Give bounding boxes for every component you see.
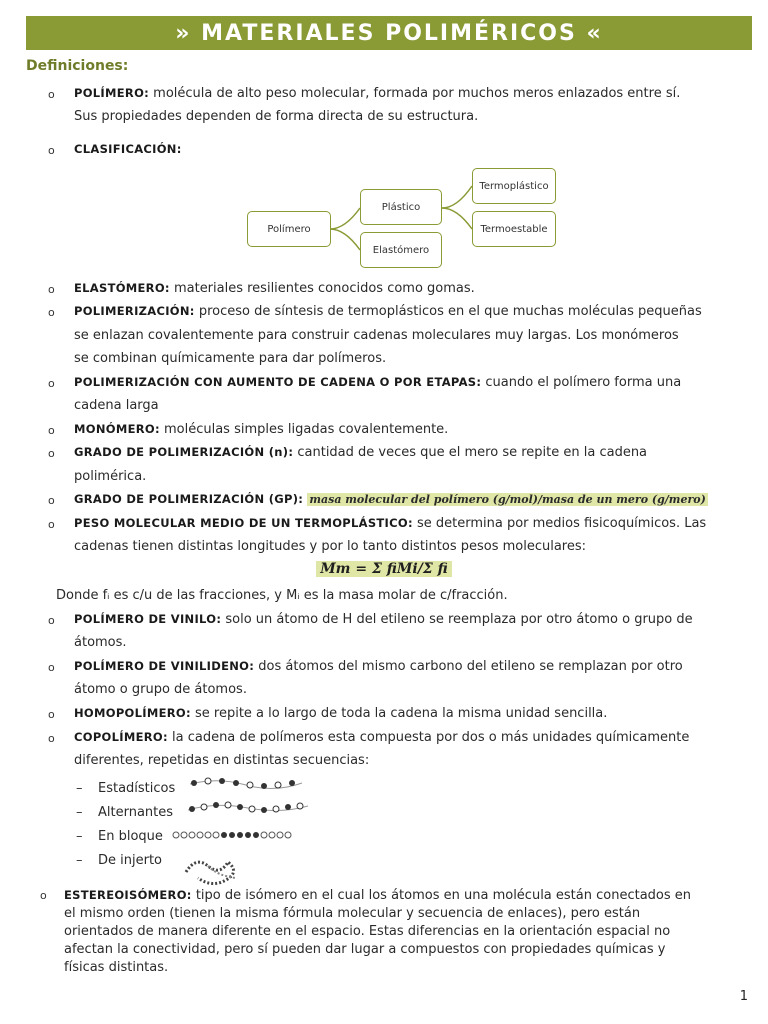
- bullet-icon: o: [48, 306, 55, 319]
- def-polimero: POLÍMERO: molécula de alto peso molecular, formada por muchos meros enlazados entre sí.: [74, 86, 681, 101]
- bullet-icon: o: [48, 144, 55, 157]
- bullet-icon: o: [48, 494, 55, 507]
- def-polimerizacion-cont: se enlazan covalentemente para construir cadenas moleculares muy largas. Los monómeros: [74, 328, 679, 343]
- term-elastomero: ELASTÓMERO:: [74, 281, 170, 295]
- def-vinilideno-cont: átomo o grupo de átomos.: [74, 682, 247, 697]
- def-polimerizacion-cadena: POLIMERIZACIÓN CON AUMENTO DE CADENA O POR ETAPAS: cuando el polímero forma una: [74, 375, 682, 390]
- term-estereoisomero: ESTEREOISÓMERO:: [64, 888, 192, 902]
- bullet-icon: o: [48, 424, 55, 437]
- section-heading: Definiciones:: [26, 58, 129, 74]
- def-monomero: MONÓMERO: moléculas simples ligadas covalentemente.: [74, 422, 449, 437]
- formula-explanation: Donde fᵢ es c/u de las fracciones, y Mᵢ es la masa molar de c/fracción.: [56, 588, 508, 603]
- def-grado-n-cont: polimérica.: [74, 469, 147, 484]
- dash-icon: –: [76, 781, 83, 796]
- term-polimero: POLÍMERO:: [74, 86, 150, 100]
- diagram-node-elastomero: Elastómero: [360, 232, 442, 268]
- def-polimerizacion: POLIMERIZACIÓN: proceso de síntesis de termoplásticos en el que muchas moléculas pequeñas: [74, 304, 702, 319]
- formula-mm-text: Mm = Σ fiMi/Σ fi: [316, 561, 452, 577]
- bullet-icon: o: [48, 732, 55, 745]
- diagram-node-termoestable: Termoestable: [472, 211, 556, 247]
- bullet-icon: o: [48, 377, 55, 390]
- page-title: » MATERIALES POLIMÉRICOS «: [175, 20, 603, 46]
- bullet-icon: o: [48, 614, 55, 627]
- term-peso-molecular: PESO MOLECULAR MEDIO DE UN TERMOPLÁSTICO:: [74, 516, 413, 530]
- def-vinilo: POLÍMERO DE VINILO: solo un átomo de H del etileno se reemplaza por otro átomo o grupo de: [74, 612, 693, 627]
- def-vinilideno: POLÍMERO DE VINILIDENO: dos átomos del mismo carbono del etileno se remplazan por otro: [74, 659, 683, 674]
- def-copolimero: COPOLÍMERO: la cadena de polímeros esta compuesta por dos o más unidades químicamente: [74, 730, 690, 745]
- term-monomero: MONÓMERO:: [74, 422, 160, 436]
- chain-bloque-icon: [172, 828, 292, 842]
- subtype-estadisticos: Estadísticos: [98, 781, 176, 796]
- chain-alternantes-icon: [186, 800, 310, 818]
- chain-injerto-icon: [182, 852, 246, 886]
- subtype-en-bloque: En bloque: [98, 829, 163, 844]
- def-estereoisomero: ESTEREOISÓMERO: tipo de isómero en el cual los átomos en una molécula están conectados en el mismo orden (tienen la misma fórmula molecular y secuencia de enlaces), pero están orientados de manera diferente en el espacio. Estas diferencias en la orientación espacial no afectan la conectividad, pero sí pueden dar lugar a compuestos con propiedades químicas y físicas distintas.: [64, 888, 692, 975]
- def-clasificacion: [74, 138, 182, 161]
- def-vinilo-cont: átomos.: [74, 635, 127, 650]
- formula-gp: masa molecular del polímero (g/mol)/masa de un mero (g/mero): [309, 493, 706, 506]
- term-polimerizacion: POLIMERIZACIÓN:: [74, 304, 195, 318]
- term-vinilideno: POLÍMERO DE VINILIDENO:: [74, 659, 255, 673]
- def-peso-molecular-cont: cadenas tienen distintas longitudes y por lo tanto distintos pesos moleculares:: [74, 539, 587, 554]
- def-grado-n: GRADO DE POLIMERIZACIÓN (n): cantidad de veces que el mero se repite en la cadena: [74, 445, 648, 460]
- def-polimerizacion-cont: se combinan químicamente para dar polímeros.: [74, 351, 387, 366]
- subtype-alternantes: Alternantes: [98, 805, 174, 820]
- def-elastomero: ELASTÓMERO: materiales resilientes conocidos como gomas.: [74, 281, 475, 296]
- bullet-icon: o: [48, 283, 55, 296]
- dash-icon: –: [76, 805, 83, 820]
- def-polimero-cont: Sus propiedades dependen de forma directa de su estructura.: [74, 109, 479, 124]
- term-grado-n: GRADO DE POLIMERIZACIÓN (n):: [74, 445, 294, 459]
- term-homopolimero: HOMOPOLÍMERO:: [74, 706, 191, 720]
- bullet-icon: o: [48, 447, 55, 460]
- subtype-de-injerto: De injerto: [98, 853, 162, 868]
- term-polimerizacion-cadena: POLIMERIZACIÓN CON AUMENTO DE CADENA O POR ETAPAS:: [74, 375, 482, 389]
- dash-icon: –: [76, 853, 83, 868]
- formula-mm: [0, 561, 768, 577]
- bullet-icon: o: [48, 661, 55, 674]
- term-clasificacion: CLASIFICACIÓN:: [74, 142, 182, 156]
- term-copolimero: COPOLÍMERO:: [74, 730, 168, 744]
- term-grado-gp: GRADO DE POLIMERIZACIÓN (GP):: [74, 492, 304, 506]
- diagram-node-polimero: Polímero: [247, 211, 331, 247]
- bullet-icon: o: [40, 889, 47, 902]
- page-number: 1: [739, 989, 748, 1004]
- diagram-node-plastico: Plástico: [360, 189, 442, 225]
- bullet-icon: o: [48, 88, 55, 101]
- bullet-icon: o: [48, 708, 55, 721]
- bullet-icon: o: [48, 518, 55, 531]
- def-grado-gp: [74, 488, 708, 511]
- term-vinilo: POLÍMERO DE VINILO:: [74, 612, 222, 626]
- def-polimerizacion-cadena-cont: cadena larga: [74, 398, 159, 413]
- def-peso-molecular: PESO MOLECULAR MEDIO DE UN TERMOPLÁSTICO: se determina por medios fisicoquímicos. Las: [74, 516, 707, 531]
- def-copolimero-cont: diferentes, repetidas en distintas secuencias:: [74, 753, 370, 768]
- def-homopolimero: HOMOPOLÍMERO: se repite a lo largo de toda la cadena la misma unidad sencilla.: [74, 706, 608, 721]
- title-banner: [26, 16, 752, 50]
- dash-icon: –: [76, 829, 83, 844]
- diagram-node-termoplastico: Termoplástico: [472, 168, 556, 204]
- chain-estadisticos-icon: [188, 775, 304, 793]
